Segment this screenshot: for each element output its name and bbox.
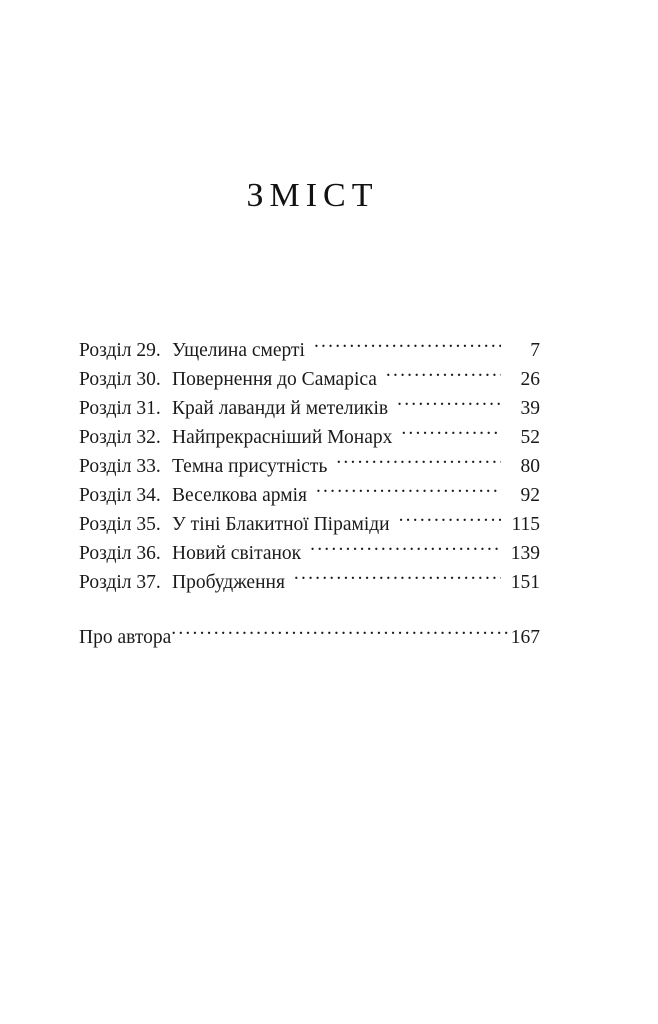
toc-entry-page-number: 139	[510, 543, 540, 564]
toc-entry-dot-leader	[399, 510, 501, 530]
toc-entry[interactable]	[79, 336, 540, 365]
toc-entry-chapter-number: Розділ 32.	[79, 427, 161, 448]
toc-entry-title: Веселкова армія	[172, 485, 307, 506]
toc-entry-dot-leader	[401, 423, 501, 443]
toc-entry-chapter-number: Розділ 33.	[79, 456, 161, 477]
toc-entry-dot-leader	[386, 365, 501, 385]
toc-entry[interactable]	[79, 365, 540, 394]
toc-entry-page-number: 39	[520, 398, 540, 419]
table-of-contents-list	[79, 336, 540, 652]
toc-entry-page-number: 80	[520, 456, 540, 477]
toc-entry-about-author[interactable]	[79, 623, 540, 652]
toc-entry-title: Пробудження	[172, 572, 285, 593]
toc-entry-dot-leader	[310, 539, 501, 559]
toc-entry-page-number: 151	[510, 572, 540, 593]
toc-entry-chapter-number: Розділ 29.	[79, 340, 161, 361]
toc-entry-page-number: 26	[520, 369, 540, 390]
toc-entry[interactable]	[79, 452, 540, 481]
toc-entry-dot-leader	[336, 452, 501, 472]
toc-entry[interactable]	[79, 568, 540, 597]
toc-entry[interactable]	[79, 481, 540, 510]
toc-entry-page-number: 7	[530, 340, 540, 361]
toc-entry-page-number: 52	[520, 427, 540, 448]
toc-entry-title: Повернення до Самаріса	[172, 369, 377, 390]
toc-entry-page-number: 167	[510, 627, 540, 648]
toc-entry[interactable]	[79, 510, 540, 539]
toc-entry-title: Край лаванди й метеликів	[172, 398, 389, 419]
toc-entry-title: Про автора	[79, 627, 172, 648]
toc-entry-title: Найпрекрасніший Монарх	[172, 427, 393, 448]
toc-entry-title: Темна присутність	[172, 456, 328, 477]
toc-entry-chapter-number: Розділ 37.	[79, 572, 161, 593]
toc-entry-title: Ущелина смерті	[172, 340, 305, 361]
toc-entry-title: У тіні Блакитної Піраміди	[172, 514, 390, 535]
toc-entry-page-number: 92	[520, 485, 540, 506]
toc-entry-dot-leader	[294, 568, 501, 588]
toc-entry[interactable]	[79, 539, 540, 568]
page-title: ЗМІСТ	[246, 177, 379, 214]
toc-entry-chapter-number: Розділ 35.	[79, 514, 161, 535]
toc-entry[interactable]	[79, 423, 540, 452]
toc-entry-chapter-number: Розділ 34.	[79, 485, 161, 506]
toc-entry-chapter-number: Розділ 30.	[79, 369, 161, 390]
toc-entry-dot-leader	[316, 481, 501, 501]
toc-entry-page-number: 115	[511, 514, 540, 535]
toc-entry-title: Новий світанок	[172, 543, 302, 564]
toc-entry-chapter-number: Розділ 31.	[79, 398, 161, 419]
toc-entry-chapter-number: Розділ 36.	[79, 543, 161, 564]
toc-entry[interactable]	[79, 394, 540, 423]
toc-entry-dot-leader	[171, 623, 510, 643]
toc-entry-dot-leader	[314, 336, 501, 356]
toc-entry-dot-leader	[397, 394, 501, 414]
